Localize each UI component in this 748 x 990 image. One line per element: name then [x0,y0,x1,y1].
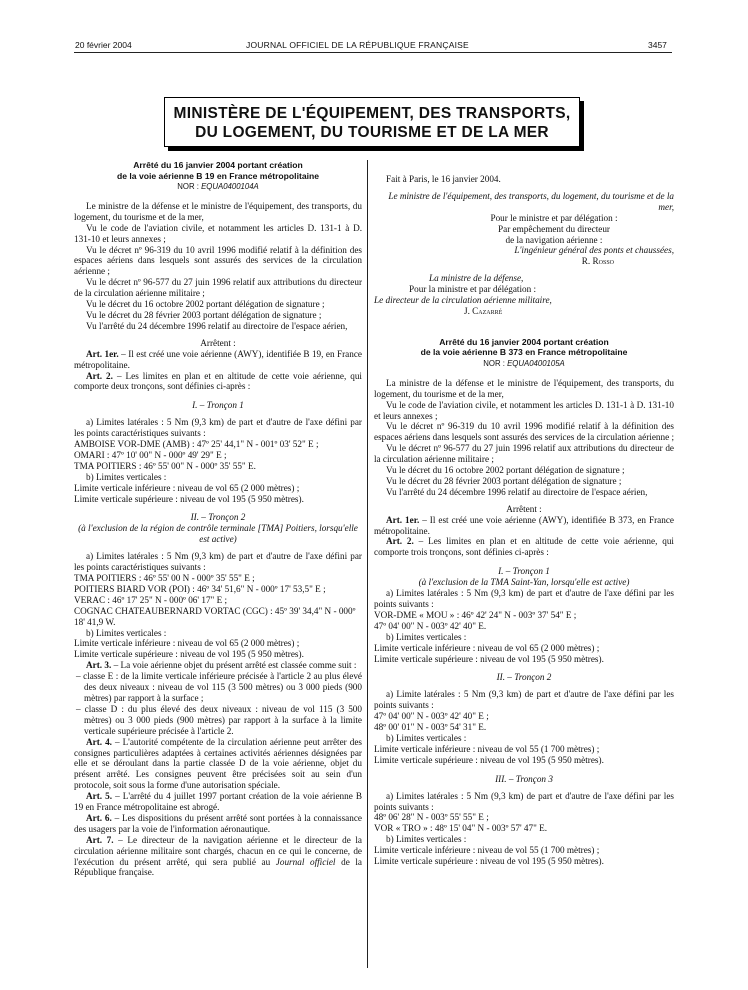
article-label: Art. 6. [86,812,112,823]
article-text: – Il est créé une voie aérienne (AWY), identifiée B 373, en France métropolitaine. [374,514,674,536]
arrete2-t1-point-1: VOR-DME « MOU » : 46º 42' 24" N - 003º 37' 54" E ; [374,609,577,620]
signature-cazarre: J. Cazarré [464,305,503,316]
arrete2-t3-sup: Limite verticale supérieure : niveau de vol 195 (5 950 mètres). [374,856,604,867]
right-column [374,160,674,867]
signature-dircam: Le directeur de la circulation aérienne militaire, [374,295,552,306]
journal-title: JOURNAL OFFICIEL DE LA RÉPUBLIQUE FRANÇAISE [246,40,469,50]
arrete1-t1-inf: Limite verticale inférieure : niveau de vol 65 (2 000 mètres) ; [74,482,300,493]
arrete2-troncon-2-title: II. – Tronçon 2 [496,672,552,683]
nor-code: EQUA0400105A [507,358,565,368]
article-text: – Il est créé une voie aérienne (AWY), identifiée B 19, en France métropolitaine. [74,348,362,370]
arrete1-t2-point-2: POITIERS BIARD VOR (POI) : 46º 34' 51,6" N - 000º 17' 53,5" E ; [74,583,326,594]
arrete1-preamble: Le ministre de la défense et le ministre de l'équipement, des transports, du logement, du tourisme et de la mer, [74,200,362,222]
arrete2-article-1 [374,515,674,537]
signature-rosso: R. Rosso [581,256,614,267]
arrete1-t2-point-3: VERAC : 46º 17' 25" N - 000º 06' 17" E ; [74,594,228,605]
signature-ministre-defense: La ministre de la défense, [429,273,524,284]
article-label: Art. 2. [386,536,414,547]
arrete2-preamble: La ministre de la défense et le ministre de l'équipement, des transports, du logement, du tourisme et de la mer, [374,377,674,399]
article-label: Art. 4. [86,736,112,747]
header-date: 20 février 2004 [75,40,132,50]
arrete2-t2-point-1: 47º 04' 00" N - 003º 42' 40" E ; [374,711,489,722]
arrete2-t1-point-2: 47º 04' 00" N - 003º 42' 40" E. [374,620,487,631]
arrete2-t2-sup: Limite verticale supérieure : niveau de vol 195 (5 950 mètres). [374,754,604,765]
page-header [0,37,748,51]
page-number: 3457 [648,40,667,50]
signature-place-date: Fait à Paris, le 16 janvier 2004. [386,174,501,184]
nor-code: EQUA0400104A [201,182,259,191]
article-text: – Les limites en plan et en altitude de cette voie aérienne, qui comporte deux tronçons, sont définies ci-après : [74,370,362,392]
arrete2-troncon-1-sub: (à l'exclusion de la TMA Saint-Yan, lorsqu'elle est active) [418,577,630,588]
arrete2-t2-lateral: a) Limite latérales : 5 Nm (9,3 km) de part et d'autre de l'axe défini par les points suivants : [374,689,674,711]
arrete1-t1-point-2: OMARI : 47º 10' 00" N - 000º 49' 29" E ; [74,449,227,460]
article-text: – L'autorité compétente de la circulation aérienne peut arrêter des consignes particulières adaptées à certaines activités aériennes désignées par elle et se déroulant dans la partie classée D de la voie aérienne, objet du présent arrêté. Les consignes peuvent être précisées soit au sein d'un protocole, soit sous la forme d'une autorisation spéciale. [74,736,362,791]
arrete2-arretent: Arrêtent : [506,503,542,514]
arrete2-t1-lateral: a) Limites latérales : 5 Nm (9,3 km) de part et d'autre de l'axe défini par les points suivants : [374,588,674,609]
arrete2-troncon-3-title: III. – Tronçon 3 [495,773,553,784]
arrete1-troncon-2-title: II. – Tronçon 2 [190,512,246,523]
arrete2-t3-lateral: a) Limites latérales : 5 Nm (9,3 km) de part et d'autre de l'axe défini par les points suivants : [374,790,674,812]
signature-delegation-1: Pour le ministre et par délégation : [490,212,618,223]
arrete1-article-7 [74,835,362,879]
arrete1-a3-item-1: – classe E : de la limite verticale inférieure précisée à l'article 2 au plus élevé des deux niveaux : niveau de vol 115 (3 500 mètres) ou 3 000 pieds (900 mètres) par rapport à la surface ; [76,671,362,703]
arrete1-article-6 [74,813,362,835]
arrete2-article-2 [374,536,674,558]
arrete2-t2-point-2: 48º 00' 01" N - 003º 54' 31" E. [374,722,487,733]
arrete1-t1-sup: Limite verticale supérieure : niveau de vol 195 (5 950 mètres). [74,493,304,504]
arrete1-t2-sup: Limite verticale supérieure : niveau de vol 195 (5 950 mètres). [74,649,304,660]
arrete2-visa-2: Vu le décret nº 96-319 du 10 avril 1996 modifié relatif à la définition des espaces aériens dans lesquels sont assurés des services de la circulation aérienne ; [374,421,675,443]
arrete2-t3-point-2: VOR « TRO » : 48º 15' 04" N - 003º 57' 47" E. [374,823,548,834]
banner-line-1: MINISTÈRE DE L'ÉQUIPEMENT, DES TRANSPORTS, [173,105,571,122]
arrete1-title-line2: de la voie aérienne B 19 en France métropolitaine [116,170,320,181]
arrete1-article-2 [74,371,362,393]
left-column [74,160,362,878]
arrete1-article-1 [74,349,362,371]
arrete1-t2-vertical: b) Limites verticales : [86,627,167,638]
arrete2-t3-vertical: b) Limites verticales : [386,834,467,845]
nor-label: NOR : [483,358,505,368]
arrete1-article-5 [74,791,362,813]
article-text: – Les dispositions du présent arrêté sont portées à la connaissance des usagers par la voie de l'information aéronautique. [74,812,362,834]
arrete1-visa-6: Vu l'arrêté du 24 décembre 1996 relatif au directoire de l'espace aérien, [86,320,348,331]
arrete1-visa-1: Vu le code de l'aviation civile, et notamment les articles D. 131-1 à D. 131-10 et leurs annexes ; [74,222,362,244]
arrete1-a3-item-2: – classe D : du plus élevé des deux niveaux : niveau de vol 115 (3 500 mètres) ou 3 000 pieds (900 mètres) par rapport à la surface à la limite verticale supérieure précisée à l'article 2. [76,703,362,736]
arrete2-t2-inf: Limite verticale inférieure : niveau de vol 55 (1 700 mètres) ; [374,743,600,754]
arrete2-title-line2: de la voie aérienne B 373 en France métropolitaine [420,347,628,358]
arrete2-t1-inf: Limite verticale inférieure : niveau de vol 65 (2 000 mètres) ; [374,642,600,653]
arrete1-t1-point-3: TMA POITIERS : 46º 55' 00" N - 000º 35' 55" E. [74,460,256,471]
arrete2-t3-point-1: 48º 06' 28" N - 003º 55' 55" E ; [374,812,489,823]
article-label: Art. 5. [86,791,113,802]
signature-navigation: de la navigation aérienne : [505,234,603,245]
arrete1-title-line1: Arrêté du 16 janvier 2004 portant création [133,160,303,170]
column-separator [367,160,368,968]
arrete1-nor [74,182,362,193]
arrete1-article-3 [74,660,362,671]
arrete1-troncon-2-sub: (à l'exclusion de la région de contrôle terminale [TMA] Poitiers, lorsqu'elle est active) [78,523,358,545]
arrete1-t2-point-4: COGNAC CHATEAUBERNARD VORTAC (CGC) : 45º 39' 34,4" N - 000º 18' 41,9 W. [74,605,356,627]
article-text: – La voie aérienne objet du présent arrêté est classée comme suit : [111,660,357,671]
signature-empechement: Par empêchement du directeur [498,223,610,234]
arrete1-t2-inf: Limite verticale inférieure : niveau de vol 65 (2 000 mètres) ; [74,638,300,649]
arrete1-arretent: Arrêtent : [200,337,236,348]
arrete2-t2-vertical: b) Limites verticales : [386,732,467,743]
arrete2-t3-inf: Limite verticale inférieure : niveau de vol 55 (1 700 mètres) ; [374,845,600,856]
arrete2-visa-4: Vu le décret du 16 octobre 2002 portant délégation de signature ; [386,465,625,476]
banner-line-2: DU LOGEMENT, DU TOURISME ET DE LA MER [195,124,549,141]
article-label: Art. 2. [86,370,113,381]
article-text: – Les limites en plan et en altitude de cette voie aérienne, qui comporte trois tronçons, sont définies ci-après : [374,536,674,558]
header-rule [74,52,672,53]
article-label: Art. 1er. [86,348,119,359]
arrete1-visa-2: Vu le décret nº 96-319 du 10 avril 1996 modifié relatif à la définition des espaces aériens dans lesquels sont assurés des services de la circulation aérienne ; [74,244,362,277]
article-text: – Le directeur de la navigation aérienne et le directeur de la circulation aérienne militaire sont chargés, chacun en ce qui le concerne, de l'exécution du présent arrêté, qui sera publié au [74,834,362,867]
arrete2-t1-vertical: b) Limites verticales : [386,631,467,642]
arrete1-article-4 [74,737,362,792]
arrete2-visa-1: Vu le code de l'aviation civile, et notamment les articles D. 131-1 à D. 131-10 et leurs annexes ; [374,399,674,421]
arrete1-troncon-1-title: I. – Tronçon 1 [192,400,244,411]
arrete2-troncon-1-title: I. – Tronçon 1 [498,566,550,577]
article-text-end: de la République française. [74,856,362,878]
nor-label: NOR : [177,182,199,191]
arrete2-visa-5: Vu le décret du 28 février 2003 portant délégation de signature ; [386,475,622,486]
article-label: Art. 1er. [386,514,420,525]
arrete2-t1-sup: Limite verticale supérieure : niveau de vol 195 (5 950 mètres). [374,653,604,664]
arrete1-visa-3: Vu le décret nº 96-577 du 27 juin 1996 relatif aux attributions du directeur de la circulation aérienne militaire ; [74,277,362,299]
arrete1-t1-vertical: b) Limites verticales : [86,471,167,482]
arrete2-title [374,337,674,358]
journal-officiel-ref: Journal officiel [275,856,336,867]
arrete2-visa-6: Vu l'arrêté du 24 décembre 1996 relatif au directoire de l'espace aérien, [386,486,648,497]
arrete1-title [74,160,362,181]
arrete1-t1-lateral: a) Limites latérales : 5 Nm (9,3 km) de part et d'autre de l'axe défini par les points caractéristiques suivants : [74,417,362,439]
arrete1-visa-4: Vu le décret du 16 octobre 2002 portant délégation de signature ; [86,299,325,310]
article-label: Art. 7. [86,834,114,845]
arrete1-t1-point-1: AMBOISE VOR-DME (AMB) : 47º 25' 44,1" N - 001º 03' 52" E ; [74,439,319,450]
arrete2-nor [374,359,674,370]
arrete1-visa-5: Vu le décret du 28 février 2003 portant délégation de signature ; [86,309,322,320]
signature-ingenieur: L'ingénieur général des ponts et chaussées, [514,245,674,256]
arrete2-title-line1: Arrêté du 16 janvier 2004 portant création [439,336,609,347]
article-label: Art. 3. [86,660,112,671]
ministry-banner [164,97,580,147]
signature-minister-eq: Le ministre de l'équipement, des transports, du logement, du tourisme et de la mer, [388,190,674,212]
article-text: – L'arrêté du 4 juillet 1997 portant création de la voie aérienne B 19 en France métropolitaine est abrogé. [74,791,362,813]
arrete1-t2-lateral: a) Limites latérales : 5 Nm (9,3 km) de part et d'autre de l'axe défini par les points caractéristiques suivants : [74,551,362,573]
arrete2-visa-3: Vu le décret nº 96-577 du 27 juin 1996 relatif aux attributions du directeur de la circulation aérienne militaire ; [374,443,674,465]
signature-delegation-2: Pour la ministre et par délégation : [409,284,537,295]
arrete1-t2-point-1: TMA POITIERS : 46º 55' 00 N - 000º 35' 55" E ; [74,573,255,583]
